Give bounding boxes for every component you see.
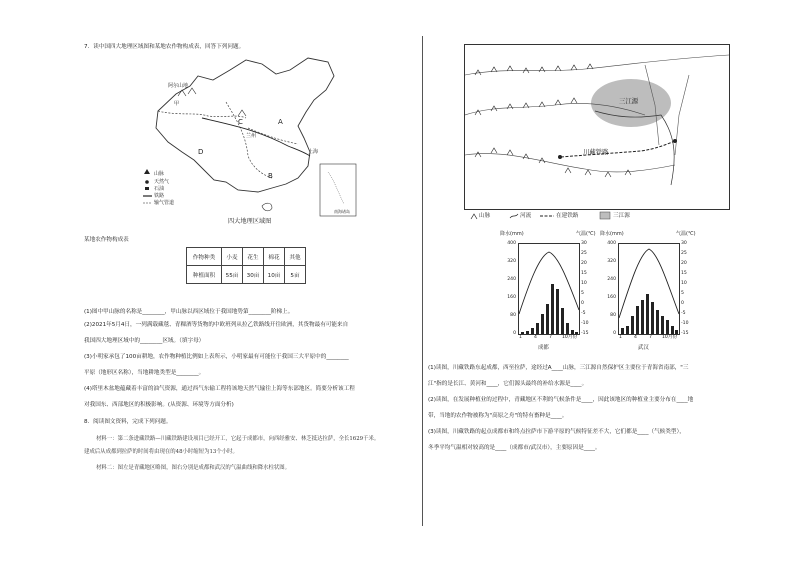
q7-part3-cont: 平原（地形区名称），当地耕地类型是________。 (84, 370, 205, 376)
legend-oil: 石油 (154, 186, 165, 192)
table-cell: 10亩 (264, 266, 285, 284)
right-tick: 0 (581, 301, 584, 306)
qingzang-map (464, 44, 730, 210)
left-axis-label: 降水(mm) (600, 231, 624, 237)
left-tick: 240 (507, 277, 516, 282)
column-divider (422, 36, 423, 526)
legend-sanjiang: 三江源 (613, 213, 630, 219)
right-tick: -15 (581, 331, 589, 336)
table-cell: 花生 (243, 248, 264, 266)
label-sanjiangyuan: 三江源 (619, 97, 639, 105)
left-tick: 240 (607, 277, 616, 282)
material-1: 材料一：第二条进藏铁路—川藏铁路建设项目已经开工，它起于成都市，向西经雅安、林芝抵达拉萨，全长1629千米。 (96, 436, 380, 442)
right-tick: 5 (681, 291, 684, 296)
q7-part2-cont: 我国四大地理区域中的________区域。（填字母） (84, 338, 205, 344)
legend-mountain: 山脉 (154, 171, 165, 177)
table-cell: 种植面积 (187, 266, 222, 284)
right-tick: 30 (681, 241, 687, 246)
right-axis-label: 气温(℃) (676, 231, 696, 237)
map-caption: 四大地理区域图 (228, 218, 272, 225)
left-tick: 160 (507, 295, 516, 300)
legend-river: 河流 (520, 213, 532, 219)
climate-chart-wuhan (598, 230, 708, 354)
q7-part4-cont: 对我国东、西部地区的积极影响。(从资源、环境等方面分析) (84, 402, 234, 408)
label-shanghai: 上海 (308, 149, 319, 155)
right-tick: 25 (681, 251, 687, 256)
left-tick: 0 (613, 331, 616, 336)
label-qiang: 甲 (174, 101, 180, 107)
left-tick: 320 (507, 259, 516, 264)
chart-city-label: 成都 (538, 345, 549, 351)
right-tick: -10 (681, 321, 689, 326)
q8-part2: (2)读图，在发展种植业的过程中，青藏地区不利的气候条件是____，因此该地区的种植业主要分布在____地 (428, 397, 694, 403)
right-tick: 15 (681, 271, 687, 276)
q8-part2-cont: 带，当地的农作物被称为"高原之舟"的特有畜种是____。 (428, 413, 568, 419)
legend-railway-r: 在建铁路 (556, 213, 579, 219)
plot-area (518, 243, 580, 335)
climate-chart-chengdu (498, 230, 608, 354)
left-axis-label: 降水(mm) (500, 231, 524, 237)
material-1-cont: 建成后从成都到拉萨的时间将由现在的48小时缩短为13个小时。 (84, 449, 238, 455)
x-tick: 4 (634, 335, 637, 340)
left-tick: 160 (607, 295, 616, 300)
x-tick: 10月份 (562, 335, 578, 340)
right-tick: 0 (681, 301, 684, 306)
crop-table (186, 247, 306, 284)
legend-railway: 铁路 (154, 193, 165, 199)
left-tick: 0 (513, 331, 516, 336)
left-tick: 400 (507, 241, 516, 246)
left-tick: 400 (607, 241, 616, 246)
plot-area (618, 243, 680, 335)
right-tick: 20 (581, 261, 587, 266)
table-cell: 5亩 (285, 266, 306, 284)
x-tick: 10月份 (662, 335, 678, 340)
material-2: 材料二：图左是青藏地区略图，图右分别是成都和武汉的气温曲线和降水柱状图。 (96, 465, 291, 471)
table-row (187, 248, 306, 266)
q8-part3-cont: 冬季平均气温相对较高的是____（成都市/武汉市），主要原因是____。 (428, 445, 601, 451)
right-tick: 5 (581, 291, 584, 296)
region-label-c: C (238, 118, 243, 126)
right-tick: 10 (581, 281, 587, 286)
left-tick: 80 (610, 313, 616, 318)
table-cell: 作物种类 (187, 248, 222, 266)
table-cell: 55亩 (222, 266, 243, 284)
right-axis-label: 气温(℃) (576, 231, 596, 237)
table-cell: 其他 (285, 248, 306, 266)
right-tick: -15 (681, 331, 689, 336)
right-tick: -10 (581, 321, 589, 326)
right-tick: 20 (681, 261, 687, 266)
x-tick: 1 (619, 335, 622, 340)
right-tick: 30 (581, 241, 587, 246)
q7-part2: (2)2021年5月4日，一列满载藏毯、青稞酒等货物的中欧班列从拉乙铁路线开往欧洲，其货物最有可能来自 (84, 322, 349, 328)
right-tick: -5 (681, 311, 686, 316)
label-amne: 阿尔山地 (168, 83, 189, 89)
right-tick: 25 (581, 251, 587, 256)
label-chuanzang-railway: 川藏铁路 (583, 148, 609, 156)
q7-part4: (4)塔里木盆地蕴藏着丰富的油气资源，通过西气东输工程将该地天然气输往上海等东部地区。简要分析该工程 (84, 386, 355, 392)
right-tick: -5 (581, 311, 586, 316)
legend-mountain-r: 山脉 (479, 213, 491, 219)
q8-stem: 8．阅读图文资料，完成下列问题。 (84, 419, 172, 425)
region-label-b: B (268, 172, 273, 180)
table-cell: 30亩 (243, 266, 264, 284)
q7-part1: (1)图中甲山脉的名称是________，甲山脉以西区域位于我国地势第________阶梯上。 (84, 309, 294, 315)
table-cell: 小麦 (222, 248, 243, 266)
table-cell: 棉花 (264, 248, 285, 266)
q7-stem: 7．读中国四大地理区域图和某地农作物构成表，回答下列问题。 (84, 44, 245, 50)
chart-city-label: 武汉 (638, 345, 649, 351)
left-tick: 320 (607, 259, 616, 264)
table-row (187, 266, 306, 284)
label-lanzhou: 兰州 (246, 133, 257, 139)
right-tick: 10 (681, 281, 687, 286)
region-label-d: D (198, 148, 204, 156)
x-tick: 4 (534, 335, 537, 340)
q8-part3: (3)读图，川藏铁路的起点成都市和终点拉萨市下游平原的气候特征差不大，它们都是____（气候类型）， (428, 429, 685, 435)
x-tick: 7 (549, 335, 552, 340)
legend-gas: 天然气 (154, 179, 170, 185)
right-tick: 15 (581, 271, 587, 276)
table-title: 某地农作物构成表 (84, 237, 129, 243)
x-tick: 7 (649, 335, 652, 340)
legend-pipeline: 输气管道 (154, 200, 175, 206)
left-tick: 80 (510, 313, 516, 318)
inset-label: 南海诸岛 (334, 209, 350, 214)
x-tick: 1 (519, 335, 522, 340)
q7-part3: (3)小明家承包了100亩耕地，农作物种植比例如上表所示，小明家最有可能位于我国三大平原中的________ (84, 354, 349, 360)
china-regions-map (138, 56, 360, 220)
q8-part1-cont: 江"指的是长江、黄河和____，它们源头最终的补给水源是____。 (428, 381, 588, 387)
region-label-a: A (278, 118, 283, 126)
q8-part1: (1)读图，川藏铁路东起成都，西至拉萨，途经过A____山脉，三江源自然保护区主要位于青海省南部，"三 (428, 365, 689, 371)
